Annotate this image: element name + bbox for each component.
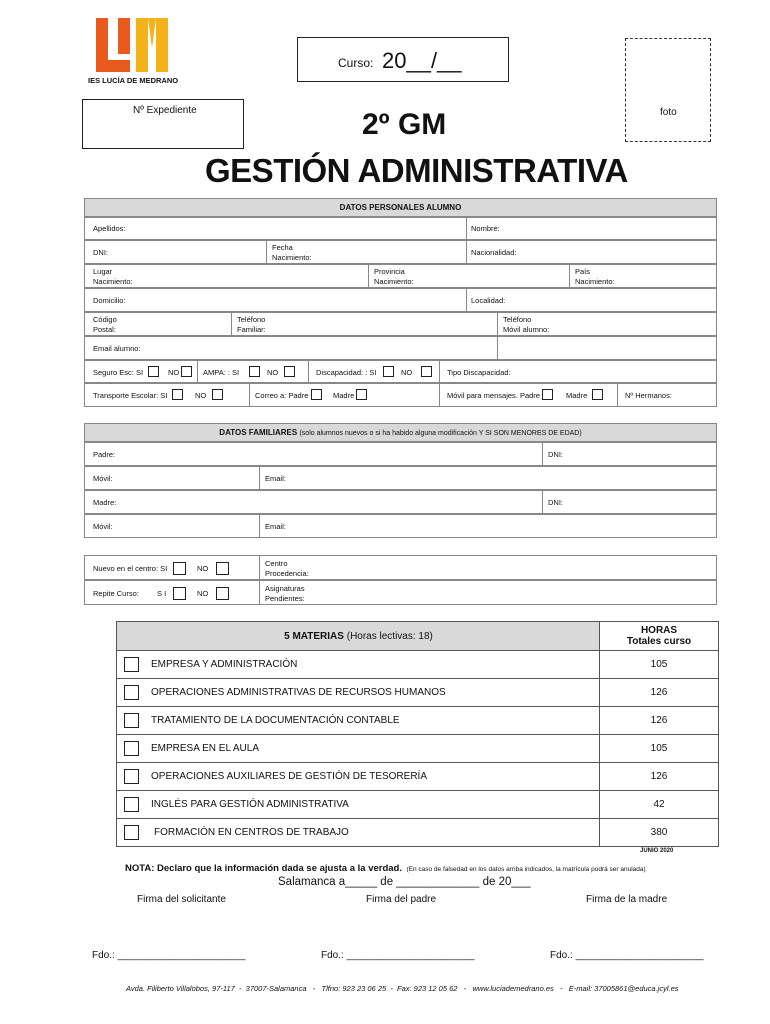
subject-row [116, 763, 719, 791]
lugar-label2: Nacimiento: [93, 277, 133, 286]
nuevo-no-checkbox[interactable] [216, 562, 229, 575]
disc-no-label: NO [401, 368, 413, 377]
nota [125, 858, 646, 876]
subject-row [116, 735, 719, 763]
nota-small: (En caso de falsedad en los datos arriba indicados, la matrícula podrá ser anulada) [406, 866, 646, 873]
padre-label: Padre: [93, 450, 116, 459]
school-logo [96, 18, 168, 72]
family-title: DATOS FAMILIARES [219, 428, 298, 437]
subject-name: OPERACIONES ADMINISTRATIVAS DE RECURSOS HUMANOS [151, 687, 446, 698]
row-lugar [84, 264, 717, 288]
movil-madre-checkbox[interactable] [592, 389, 603, 400]
subject-row [116, 819, 719, 847]
pais-label1: País [575, 267, 591, 276]
program-title: GESTIÓN ADMINISTRATIVA [205, 152, 628, 189]
firma-solicitante: Firma del solicitante [137, 894, 226, 905]
provincia-label2: Nacimiento: [374, 277, 414, 286]
firma-madre: Firma de la madre [586, 894, 668, 905]
fdo-madre: Fdo.: _______________________ [550, 950, 704, 961]
row-codigo [84, 312, 717, 336]
row-email [84, 336, 717, 360]
row-padre-movil [84, 466, 717, 490]
row-apellidos [84, 217, 717, 240]
nuevo-label: Nuevo en el centro: SI [93, 564, 168, 573]
nuevo-no-label: NO [197, 564, 209, 573]
family-header [84, 423, 717, 442]
localidad-label: Localidad: [471, 296, 506, 305]
correo-label: Correo a: Padre [255, 391, 309, 400]
ampa-no-label: NO [267, 368, 279, 377]
fecha-label2: Nacimiento: [272, 253, 312, 262]
madre-dni-label: DNI: [548, 498, 563, 507]
subject-checkbox[interactable] [124, 825, 139, 840]
telefono-label1: Teléfono [237, 315, 266, 324]
repite-si-checkbox[interactable] [173, 587, 186, 600]
hermanos-label: Nº Hermanos: [625, 391, 672, 400]
row-repite [84, 580, 717, 605]
ampa-label: AMPA: : SI [203, 368, 240, 377]
seguro-no-label: NO [168, 368, 180, 377]
correo-madre-checkbox[interactable] [356, 389, 367, 400]
row-madre [84, 490, 717, 514]
padre-dni-label: DNI: [548, 450, 563, 459]
subjects-title-bold: 5 MATERIAS [284, 631, 344, 642]
tipo-disc-label: Tipo Discapacidad: [447, 368, 511, 377]
transporte-label: Transporte Escolar: SI [93, 391, 168, 400]
subject-row [116, 707, 719, 735]
row-domicilio [84, 288, 717, 312]
fdo-solicitante: Fdo.: _______________________ [92, 950, 246, 961]
subject-checkbox[interactable] [124, 797, 139, 812]
ampa-no-checkbox[interactable] [284, 366, 295, 377]
disc-no-checkbox[interactable] [421, 366, 432, 377]
date-note: JUNIO 2020 [640, 848, 674, 854]
subject-row [116, 651, 719, 679]
subject-hours: 126 [599, 679, 718, 706]
subjects-title [117, 631, 600, 642]
subject-name: TRATAMIENTO DE LA DOCUMENTACIÓN CONTABLE [151, 715, 400, 726]
transporte-no-checkbox[interactable] [212, 389, 223, 400]
seguro-label: Seguro Esc: SI [93, 368, 144, 377]
row-dni [84, 240, 717, 264]
repite-no-label: NO [197, 589, 209, 598]
correo-padre-checkbox[interactable] [311, 389, 322, 400]
lugar-label1: Lugar [93, 267, 113, 276]
movil-mensajes-label: Móvil para mensajes. Padre [447, 391, 540, 400]
subject-checkbox[interactable] [124, 713, 139, 728]
padre-email-label: Email: [265, 474, 286, 483]
subject-checkbox[interactable] [124, 769, 139, 784]
row-seguro [84, 360, 717, 383]
movil-madre-label: Madre [566, 391, 588, 400]
subject-name: INGLÉS PARA GESTIÓN ADMINISTRATIVA [151, 799, 349, 810]
centro-label2: Procedencia: [265, 569, 309, 578]
telefono-label2: Familiar: [237, 325, 266, 334]
transporte-si-checkbox[interactable] [172, 389, 183, 400]
padre-movil-label: Móvil: [93, 474, 113, 483]
asig-label1: Asignaturas [265, 584, 305, 593]
codigo-label2: Postal: [93, 325, 116, 334]
firma-padre: Firma del padre [366, 894, 437, 905]
subject-hours: 42 [599, 791, 718, 818]
provincia-label1: Provincia [374, 267, 405, 276]
centro-label1: Centro [265, 559, 288, 568]
row-nuevo [84, 555, 717, 580]
movil-label2: Móvil alumno: [503, 325, 550, 334]
course-label: Curso: [338, 56, 374, 70]
apellidos-label: Apellidos: [93, 224, 126, 233]
fdo-padre: Fdo.: _______________________ [321, 950, 475, 961]
row-padre [84, 442, 717, 466]
hours-header1: HORAS [640, 625, 678, 636]
subject-name: OPERACIONES AUXILIARES DE GESTIÓN DE TESORERÍA [151, 771, 427, 782]
correo-madre-label: Madre [333, 391, 355, 400]
dni-label: DNI: [93, 248, 108, 257]
subject-checkbox[interactable] [124, 741, 139, 756]
subject-name: FORMACIÓN EN CENTROS DE TRABAJO [154, 827, 349, 838]
seguro-no-checkbox[interactable] [181, 366, 192, 377]
discapacidad-label: Discapacidad: : SI [316, 368, 377, 377]
row-transporte [84, 383, 717, 407]
address-footer: Avda. Filiberto Villalobos, 97-117 - 37007-Salamanca - Tlfno: 923 23 06 25 - Fax: 923 12 05 62 - www.luciademedrano.es - E-mail: 37005861@educa.jcyl.es [126, 984, 679, 993]
photo-label: foto [660, 107, 677, 118]
domicilio-label: Domicilio: [93, 296, 126, 305]
course-value: 20__/__ [382, 48, 462, 73]
row-madre-movil [84, 514, 717, 538]
expediente-label: Nº Expediente [133, 105, 197, 116]
school-name: IES LUCÍA DE MEDRANO [88, 76, 179, 85]
subject-hours: 126 [599, 763, 718, 790]
subject-checkbox[interactable] [124, 685, 139, 700]
hours-header [599, 622, 718, 650]
subject-name: EMPRESA Y ADMINISTRACIÓN [151, 659, 298, 670]
subjects-title-note: (Horas lectivas: 18) [346, 631, 433, 642]
subject-hours: 105 [599, 735, 718, 762]
email-label: Email alumno: [93, 344, 141, 353]
disc-si-checkbox[interactable] [383, 366, 394, 377]
personal-header: DATOS PERSONALES ALUMNO [84, 198, 717, 217]
nombre-label: Nombre: [471, 224, 500, 233]
subjects-header [116, 621, 719, 651]
expediente-box [82, 99, 244, 149]
subject-hours: 126 [599, 707, 718, 734]
subject-row [116, 679, 719, 707]
asig-label2: Pendientes: [265, 594, 305, 603]
madre-email-label: Email: [265, 522, 286, 531]
codigo-label1: Código [93, 315, 117, 324]
pais-label2: Nacimiento: [575, 277, 615, 286]
level-title: 2º GM [362, 108, 447, 141]
subject-name: EMPRESA EN EL AULA [151, 743, 260, 754]
subject-hours: 105 [599, 651, 718, 678]
hours-header2: Totales curso [626, 636, 692, 647]
nuevo-si-checkbox[interactable] [173, 562, 186, 575]
madre-label: Madre: [93, 498, 117, 507]
place-date: Salamanca a_____ de _____________ de 20___ [278, 876, 531, 888]
madre-movil-label: Móvil: [93, 522, 113, 531]
transporte-no-label: NO [195, 391, 207, 400]
movil-label1: Teléfono [503, 315, 532, 324]
ampa-si-checkbox[interactable] [249, 366, 260, 377]
subject-row [116, 791, 719, 819]
nota-bold: NOTA: Declaro que la información dada se ajusta a la verdad. [125, 863, 402, 874]
subject-hours: 380 [599, 819, 718, 846]
repite-label: Repite Curso: [93, 589, 139, 598]
course-box [297, 37, 509, 82]
repite-no-checkbox[interactable] [216, 587, 229, 600]
repite-si-label: S I [157, 589, 167, 598]
fecha-label1: Fecha [272, 243, 293, 252]
seguro-si-checkbox[interactable] [148, 366, 159, 377]
movil-padre-checkbox[interactable] [542, 389, 553, 400]
photo-box [625, 38, 711, 142]
family-note: (solo alumnos nuevos o si ha habido alguna modificación Y SI SON MENORES DE EDAD) [299, 430, 582, 437]
subject-checkbox[interactable] [124, 657, 139, 672]
nacionalidad-label: Nacionalidad: [471, 248, 517, 257]
